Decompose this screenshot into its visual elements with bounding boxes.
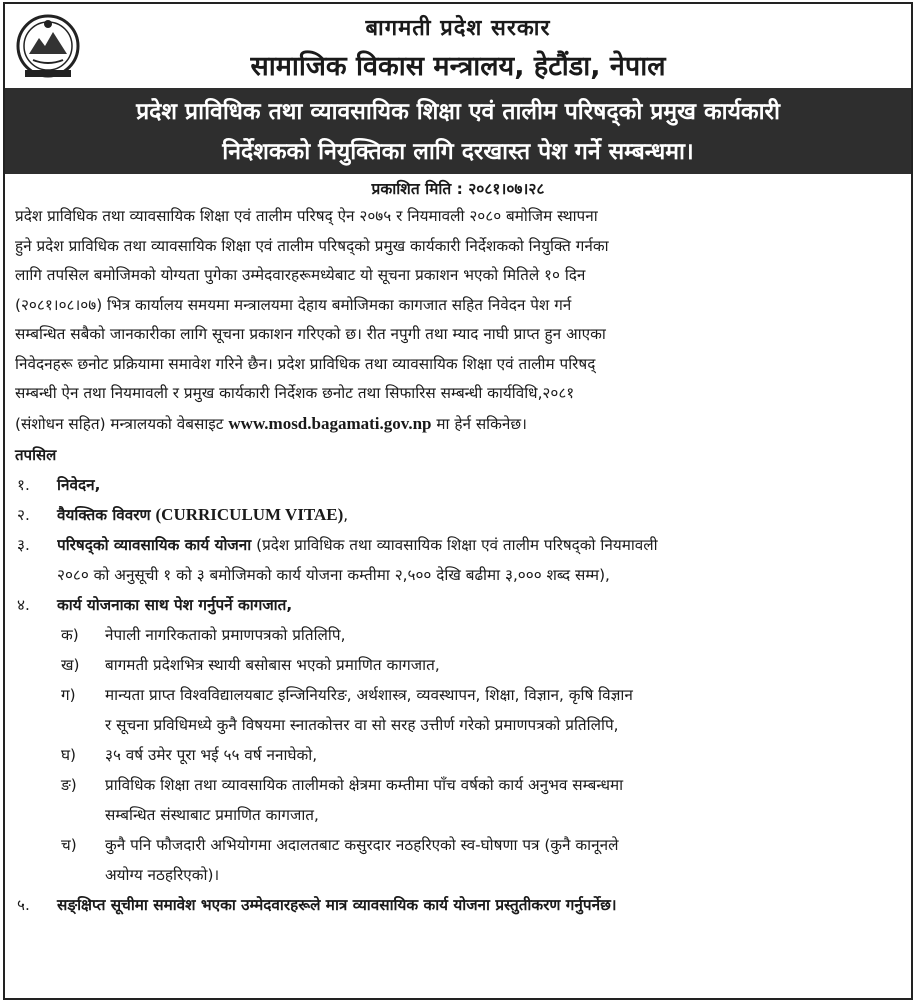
item-number: ३.: [17, 536, 30, 554]
banner-line-1: प्रदेश प्राविधिक तथा व्यावसायिक शिक्षा एवं तालीम परिषद्‌को प्रमुख कार्यकारी: [136, 99, 780, 125]
sub-item: क) नेपाली नागरिकताको प्रमाणपत्रको प्रतिलिपि,: [15, 620, 901, 650]
intro-line: हुने प्रदेश प्राविधिक तथा व्यावसायिक शिक्षा एवं तालीम परिषद्को प्रमुख कार्यकारी निर्देशकको नियुक्ति गर्नका: [15, 236, 609, 255]
intro-line: प्रदेश प्राविधिक तथा व्यावसायिक शिक्षा एवं तालीम परिषद् ऐन २०७५ र नियमावली २०८० बमोजिम स्थापना: [15, 207, 598, 225]
ministry-title: सामाजिक विकास मन्त्रालय, हेटौंडा, नेपाल: [250, 51, 666, 82]
sub-item: ख) बागमती प्रदेशभित्र स्थायी बसोबास भएको प्रमाणित कागजात,: [15, 650, 901, 680]
intro-paragraph: [15, 202, 901, 438]
notice-page: [3, 2, 913, 1000]
notice-body: [5, 176, 911, 920]
published-value: २०८१।०७।२८: [468, 180, 545, 198]
sub-item-label: च): [61, 836, 77, 854]
list-item: १. निवेदन,: [15, 470, 901, 500]
item-number: १.: [17, 476, 30, 494]
published-label: प्रकाशित मिति :: [371, 180, 463, 198]
sub-item: ग) मान्यता प्राप्त विश्वविद्यालयबाट इन्जिनियरिङ, अर्थशास्त्र, व्यवस्थापन, शिक्षा, विज्ञान, कृषि विज्ञान र सूचना प्रविधिमध्ये कुनै विषयमा स्नातकोत्तर वा सो सरह उत्तीर्ण गरेको प्रमाणपत्रको प्रतिलिपि,: [15, 680, 901, 740]
list-item: ५. सङ्क्षिप्त सूचीमा समावेश भएका उम्मेदवारहरूले मात्र व्यावसायिक कार्य योजना प्रस्तुतीकरण गर्नुपर्नेछ।: [15, 890, 901, 920]
intro-line-last: (संशोधन सहित) मन्त्रालयको वेबसाइट www.mosd.bagamati.gov.np मा हेर्न सकिनेछ।: [15, 413, 527, 433]
notice-title-banner: [5, 88, 911, 174]
sub-item: च) कुनै पनि फौजदारी अभियोगमा अदालतबाट कसुरदार नठहरिएको स्व-घोषणा पत्र (कुनै कानूनले अयोग्य नठहरिएको)।: [15, 830, 901, 890]
list-item: ४. कार्य योजनाका साथ पेश गर्नुपर्ने कागजात,: [15, 590, 901, 620]
government-title: बागमती प्रदेश सरकार: [365, 16, 551, 41]
intro-line: सम्बन्धित सबैको जानकारीका लागि सूचना प्रकाशन गरिएको छ। रीत नपुगी तथा म्याद नाघी प्राप्त हुन आएका: [15, 325, 606, 343]
sub-item-label: ग): [61, 686, 76, 704]
item-number: ५.: [17, 896, 30, 914]
intro-line: निवेदनहरू छनोट प्रक्रियामा समावेश गरिने छैन। प्रदेश प्राविधिक तथा व्यावसायिक शिक्षा एवं तालीम परिषद्: [15, 354, 596, 373]
sub-item: घ) ३५ वर्ष उमेर पूरा भई ५५ वर्ष ननाघेको,: [15, 740, 901, 770]
sub-item-label: ख): [61, 656, 80, 674]
sub-item-label: क): [61, 626, 79, 644]
intro-line: (२०८१।०८।०७) भित्र कार्यालय समयमा मन्त्रालयमा देहाय बमोजिमका कागजात सहित निवेदन पेश गर्न: [15, 295, 572, 314]
item-number: २.: [17, 506, 30, 524]
sub-item-label: ङ): [61, 776, 77, 794]
website-link[interactable]: www.mosd.bagamati.gov.np: [228, 413, 432, 433]
published-date: [15, 176, 901, 202]
intro-line: सम्बन्धी ऐन तथा नियमावली र प्रमुख कार्यकारी निर्देशक छनोट तथा सिफारिस सम्बन्धी कार्यविधि,२०८१: [15, 384, 575, 402]
list-item: ३. परिषद्को व्यावसायिक कार्य योजना (प्रदेश प्राविधिक तथा व्यावसायिक शिक्षा एवं तालीम परिषद्को नियमावली २०८० को अनुसूची १ को ३ बमोजिमको कार्य योजना कम्तीमा २,५०० देखि बढीमा ३,००० शब्द सम्म),: [15, 530, 901, 590]
header: [5, 4, 911, 88]
banner-line-2: निर्देशकको नियुक्तिका लागि दरखास्त पेश गर्ने सम्बन्धमा।: [222, 139, 694, 165]
list-item: २. वैयक्तिक विवरण (CURRICULUM VITAE),: [15, 500, 901, 530]
sub-item-label: घ): [61, 746, 77, 764]
item-number: ४.: [17, 596, 30, 614]
tapsil-heading: तपसिल: [15, 446, 57, 464]
sub-item: ङ) प्राविधिक शिक्षा तथा व्यावसायिक तालीमको क्षेत्रमा कम्तीमा पाँच वर्षको कार्य अनुभव सम्बन्धमा सम्बन्धित संस्थाबाट प्रमाणित कागजात,: [15, 770, 901, 830]
intro-line: लागि तपसिल बमोजिमको योग्यता पुगेका उम्मेदवारहरूमध्येबाट यो सूचना प्रकाशन भएको मितिले १० दिन: [15, 266, 586, 284]
